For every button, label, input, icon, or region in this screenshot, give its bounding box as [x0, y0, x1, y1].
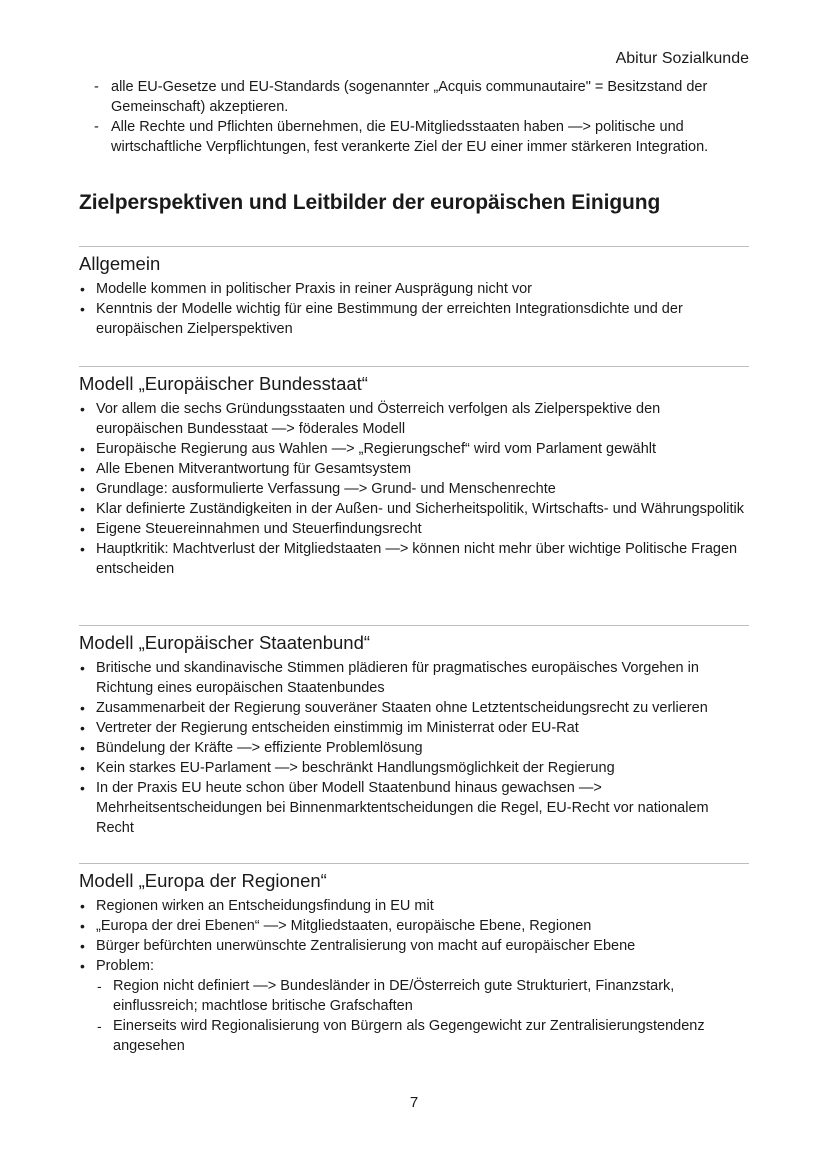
divider: [79, 246, 749, 247]
list-item: • Grundlage: ausformulierte Verfassung —> Grund- und Menschenrechte: [80, 481, 556, 497]
bullet-list: [79, 896, 749, 1056]
dash-marker: -: [97, 1018, 102, 1034]
list-item: • Regionen wirken an Entscheidungsfindung in EU mit: [80, 898, 434, 914]
bullet-marker: •: [80, 281, 85, 297]
list-item: • Hauptkritik: Machtverlust der Mitgliedstaaten —> können nicht mehr über wichtige Politische Fragen entscheiden: [80, 541, 738, 577]
list-item: • „Europa der drei Ebenen“ —> Mitgliedstaaten, europäische Ebene, Regionen: [80, 918, 592, 934]
sub-list-item: - Einerseits wird Regionalisierung von Bürgern als Gegengewicht zur Zentralisierungstendenz angesehen: [97, 1018, 705, 1054]
bullet-marker: •: [80, 401, 85, 417]
list-item: • Kein starkes EU-Parlament —> beschränkt Handlungsmöglichkeit der Regierung: [80, 760, 615, 776]
bullet-marker: •: [80, 918, 85, 934]
bullet-marker: •: [80, 501, 85, 517]
section-title: Modell „Europa der Regionen“: [79, 870, 327, 891]
divider: [79, 863, 749, 864]
list-item: • Zusammenarbeit der Regierung souveräner Staaten ohne Letztentscheidungsrecht zu verlieren: [80, 700, 708, 716]
list-item: • Problem: - Region nicht definiert —> Bundesländer in DE/Österreich gute Strukturiert, Finanzstark, einflussreich; machtlose britische Grafschaften - Einerseits wird Regionalisierung von Bürgern als Gegengewicht zur Zentralisierungstendenz angesehen: [79, 956, 749, 1056]
section-allgemein: [79, 246, 749, 339]
section-title: Allgemein: [79, 253, 161, 274]
bullet-marker: •: [80, 461, 85, 477]
bullet-list: [79, 279, 749, 339]
main-title: Zielperspektiven und Leitbilder der europäischen Einigung: [79, 191, 661, 214]
running-header: Abitur Sozialkunde: [615, 50, 749, 67]
intro-list: [79, 77, 769, 157]
list-item: • Europäische Regierung aus Wahlen —> „Regierungschef“ wird vom Parlament gewählt: [80, 441, 657, 457]
bullet-marker: •: [80, 938, 85, 954]
bullet-marker: •: [80, 958, 85, 974]
bullet-marker: •: [80, 301, 85, 317]
list-item: - alle EU-Gesetze und EU-Standards (sogenannter „Acquis communautaire" = Besitzstand der Gemeinschaft) akzeptieren.: [94, 79, 708, 115]
bullet-marker: •: [80, 720, 85, 736]
bullet-marker: •: [80, 898, 85, 914]
section-bundesstaat: [79, 366, 749, 579]
bullet-marker: •: [80, 660, 85, 676]
dash-marker: -: [94, 119, 99, 135]
list-item: • Britische und skandinavische Stimmen plädieren für pragmatisches europäisches Vorgehen in Richtung eines europäischen Staatenbundes: [80, 660, 699, 696]
list-item: • Vertreter der Regierung entscheiden einstimmig im Ministerrat oder EU-Rat: [80, 720, 579, 736]
divider: [79, 366, 749, 367]
section-title: Modell „Europäischer Staatenbund“: [79, 632, 371, 653]
divider: [79, 625, 749, 626]
dash-marker: -: [94, 79, 99, 95]
bullet-list: [79, 658, 749, 838]
bullet-marker: •: [80, 481, 85, 497]
sub-list-item: - Region nicht definiert —> Bundesländer in DE/Österreich gute Strukturiert, Finanzstark, einflussreich; machtlose britische Grafschaften: [97, 978, 675, 1014]
list-item: • Bürger befürchten unerwünschte Zentralisierung von macht auf europäischer Ebene: [80, 938, 636, 954]
list-item: • Modelle kommen in politischer Praxis in reiner Ausprägung nicht vor: [80, 281, 533, 297]
list-item: • In der Praxis EU heute schon über Modell Staatenbund hinaus gewachsen —> Mehrheitsentscheidungen bei Binnenmarktentscheidungen die Regel, EU-Recht vor nationalem Recht: [80, 780, 709, 836]
list-item: • Alle Ebenen Mitverantwortung für Gesamtsystem: [80, 461, 412, 477]
list-item: • Klar definierte Zuständigkeiten in der Außen- und Sicherheitspolitik, Wirtschafts- und Währungspolitik: [80, 501, 744, 517]
sub-list: [96, 976, 749, 1056]
bullet-marker: •: [80, 700, 85, 716]
bullet-list: [79, 399, 749, 579]
list-item: • Eigene Steuereinnahmen und Steuerfindungsrecht: [80, 521, 422, 537]
list-item: • Vor allem die sechs Gründungsstaaten und Österreich verfolgen als Zielperspektive den europäischen Bundesstaat —> föderales Modell: [80, 401, 661, 437]
bullet-marker: •: [80, 521, 85, 537]
section-staatenbund: [79, 625, 749, 838]
list-item: • Bündelung der Kräfte —> effiziente Problemlösung: [80, 740, 423, 756]
section-regionen: [79, 863, 749, 1056]
page-number: 7: [409, 1094, 419, 1111]
bullet-marker: •: [80, 760, 85, 776]
bullet-marker: •: [80, 740, 85, 756]
dash-marker: -: [97, 978, 102, 994]
list-item: • Kenntnis der Modelle wichtig für eine Bestimmung der erreichten Integrationsdichte und der europäischen Zielperspektiven: [80, 301, 683, 337]
bullet-marker: •: [80, 441, 85, 457]
bullet-marker: •: [80, 541, 85, 557]
section-title: Modell „Europäischer Bundesstaat“: [79, 373, 368, 394]
list-item: - Alle Rechte und Pflichten übernehmen, die EU-Mitgliedsstaaten haben —> politische und wirtschaftliche Verpflichtungen, fest verankerte Ziel der EU einer immer stärkeren Integration.: [94, 119, 709, 155]
bullet-marker: •: [80, 780, 85, 796]
